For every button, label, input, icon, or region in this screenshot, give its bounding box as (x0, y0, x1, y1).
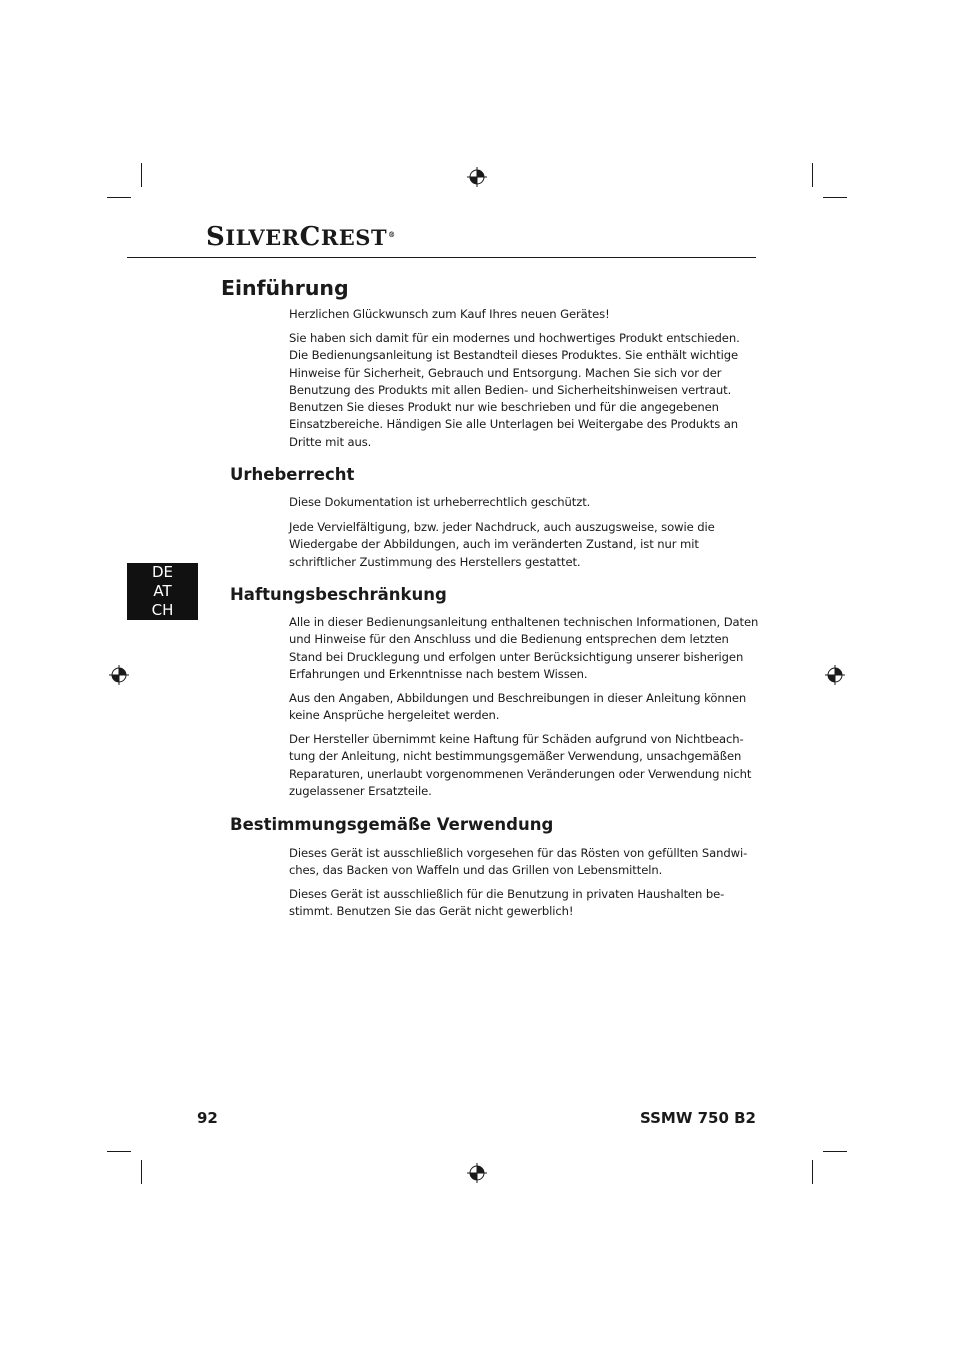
text-line: Benutzen Sie dieses Produkt nur wie beschrieben und für die angegebenen (289, 400, 719, 415)
crop-mark (107, 197, 131, 198)
text-line: Alle in dieser Bedienungsanleitung enthaltenen technischen Informationen, Daten (289, 615, 759, 629)
language-tab (127, 563, 198, 620)
text-line: Dieses Gerät ist ausschließlich vorgesehen für das Rösten von gefüllten Sandwi- (289, 846, 748, 860)
crop-mark (141, 1160, 142, 1184)
paragraph (289, 614, 759, 683)
text-line: Reparaturen, unerlaubt vorgenommenen Veränderungen oder Verwendung nicht (289, 766, 752, 781)
brand-logo-letter: C (299, 222, 321, 252)
text-line: Diese Dokumentation ist urheberrechtlich geschützt. (289, 495, 591, 509)
text-line: schriftlicher Zustimmung des Herstellers gestattet. (289, 554, 581, 569)
section-heading-einfuehrung: Einführung (221, 276, 349, 300)
crop-mark (141, 163, 142, 187)
paragraph (289, 886, 737, 921)
section-heading-urheberrecht: Urheberrecht (230, 465, 355, 484)
registered-mark: ® (388, 230, 396, 239)
language-code: DE (151, 563, 174, 581)
text-line: und Hinweise für den Anschluss und die Bedienung entsprechen dem letzten (289, 632, 729, 647)
text-line: Aus den Angaben, Abbildungen und Beschreibungen in dieser Anleitung können (289, 691, 747, 705)
text-line: Der Hersteller übernimmt keine Haftung für Schäden aufgrund von Nichtbeach- (289, 732, 744, 746)
registration-mark-icon (825, 665, 845, 685)
crop-mark (107, 1151, 131, 1152)
page-number: 92 (197, 1109, 218, 1127)
registration-mark-icon (109, 665, 129, 685)
text-line: Sie haben sich damit für ein modernes und hochwertiges Produkt entschieden. (289, 331, 740, 345)
header-rule (127, 257, 756, 258)
text-line: Hinweise für Sicherheit, Gebrauch und Entsorgung. Machen Sie sich vor der (289, 365, 722, 380)
brand-logo-text: REST (320, 225, 388, 250)
paragraph (289, 731, 752, 800)
text-line: tung der Anleitung, nicht bestimmungsgemäßer Verwendung, unsachgemäßen (289, 749, 742, 764)
crop-mark (823, 197, 847, 198)
crop-mark (812, 1160, 813, 1184)
text-line: Jede Vervielfältigung, bzw. jeder Nachdruck, auch auszugsweise, sowie die (289, 520, 715, 534)
paragraph (289, 690, 747, 725)
text-line: Stand bei Drucklegung und erfolgen unter Berücksichtigung unserer bisherigen (289, 649, 744, 664)
brand-logo-letter: S (206, 222, 226, 252)
text-line: Wiedergabe der Abbildungen, auch im veränderten Zustand, ist nur mit (289, 537, 699, 552)
paragraph (289, 494, 737, 511)
text-line: stimmt. Benutzen Sie das Gerät nicht gewerblich! (289, 904, 574, 919)
paragraph (289, 330, 740, 451)
text-line: Einsatzbereiche. Händigen Sie alle Unterlagen bei Weitergabe des Produkts an (289, 417, 738, 432)
text-line: keine Ansprüche hergeleitet werden. (289, 708, 500, 723)
paragraph (289, 519, 737, 571)
text-line: Herzlichen Glückwunsch zum Kauf Ihres neuen Gerätes! (289, 307, 610, 321)
text-line: Die Bedienungsanleitung ist Bestandteil dieses Produktes. Sie enthält wichtige (289, 348, 739, 363)
text-line: Benutzung des Produkts mit allen Bedien- und Sicherheitshinweisen vertraut. (289, 382, 732, 397)
model-number: SSMW 750 B2 (639, 1109, 756, 1127)
crop-mark (823, 1151, 847, 1152)
paragraph (289, 306, 737, 323)
registration-mark-icon (467, 1163, 487, 1183)
paragraph (289, 845, 748, 880)
language-code: CH (151, 601, 174, 619)
section-heading-bestimmungsgemaesse-verwendung: Bestimmungsgemäße Verwendung (230, 815, 554, 834)
brand-logo-text: ILVER (225, 225, 300, 250)
text-line: zugelassener Ersatzteile. (289, 783, 432, 798)
text-line: Erfahrungen und Erkenntnisse nach bestem Wissen. (289, 666, 588, 681)
text-line: Dritte mit aus. (289, 434, 372, 449)
section-heading-haftungsbeschraenkung: Haftungsbeschränkung (230, 585, 447, 604)
brand-logo (206, 222, 396, 252)
language-code: AT (153, 582, 172, 600)
text-line: ches, das Backen von Waffeln und das Grillen von Lebensmitteln. (289, 863, 663, 878)
text-line: Dieses Gerät ist ausschließlich für die Benutzung in privaten Haushalten be- (289, 887, 725, 901)
registration-mark-icon (467, 167, 487, 187)
crop-mark (812, 163, 813, 187)
